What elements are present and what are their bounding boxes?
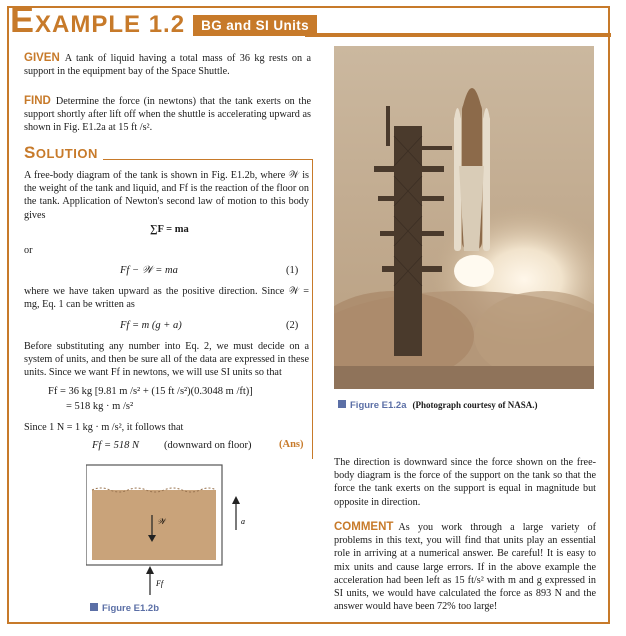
comment-paragraph bbox=[334, 521, 596, 613]
find-keyword: FIND bbox=[24, 95, 51, 107]
solution-intro: A free-body diagram of the tank is shown in Fig. E1.2b, where 𝒲 is the weight of the tank and liquid, and Ff is the reaction of the floor on the tank. Application of Newton's second law of motion to this body gives bbox=[24, 170, 309, 221]
since-paragraph: Since 1 N = 1 kg · m /s², it follows that bbox=[24, 422, 184, 433]
acceleration-label: a bbox=[241, 517, 245, 526]
equation-2-number: (2) bbox=[286, 320, 299, 331]
equation-1-number: (1) bbox=[286, 265, 299, 276]
solution-rule bbox=[103, 159, 313, 160]
caption-marker-icon bbox=[338, 400, 346, 408]
mid-paragraph: where we have taken upward as the positive direction. Since 𝒲 = mg, Eq. 1 can be written as bbox=[24, 286, 309, 311]
or-text: or bbox=[24, 245, 33, 256]
solution-side-rule bbox=[312, 159, 313, 459]
acceleration-arrowhead bbox=[232, 496, 240, 504]
newton-equation: ∑F = ma bbox=[150, 224, 189, 235]
given-keyword: GIVEN bbox=[24, 52, 60, 64]
weight-label: 𝒲 bbox=[157, 517, 166, 526]
header-rule bbox=[305, 33, 611, 37]
equation-3-line-2: = 518 kg · m /s² bbox=[66, 401, 134, 412]
tank-liquid bbox=[92, 490, 216, 560]
example-title: BG and SI Units bbox=[193, 15, 317, 36]
floor-force-label: Ff bbox=[156, 579, 164, 588]
before-paragraph: Before substituting any number into Eq. 2, we must decide on a system of units, and then be sure all of the data are expressed in these units. Since we want Ff in newtons, we will use SI units so that bbox=[24, 341, 309, 379]
result-equation: Ff = 518 N bbox=[92, 440, 140, 451]
result-note: (downward on floor) bbox=[164, 440, 252, 451]
shuttle-photo bbox=[334, 46, 594, 389]
find-paragraph bbox=[24, 95, 311, 135]
shuttle-launch-image bbox=[334, 46, 594, 389]
example-header bbox=[7, 0, 317, 40]
caption-marker-icon bbox=[90, 603, 98, 611]
comment-keyword: COMMENT bbox=[334, 521, 394, 533]
equation-2: Ff = m (g + a) bbox=[120, 320, 182, 331]
find-text: Determine the force (in newtons) that the tank exerts on the support shortly after lift off when the shuttle is accelerating upward as shown in Fig. E1.2a at 15 ft /s². bbox=[24, 96, 311, 134]
free-body-diagram bbox=[86, 460, 266, 598]
comment-text: As you work through a large variety of problems in this text, you will find that units play an essential role in arriving at a numerical answer. Be careful! It is easy to mix units and cause large errors. If in the above example the acceleration had been left as 15 ft/s² with m and g expressed in SI units, we would have calculated the force as 893 N and the answer would have been 72% too large! bbox=[334, 522, 596, 613]
equation-1: Ff − 𝒲 = ma bbox=[120, 265, 178, 276]
example-number: EXAMPLE 1.2 bbox=[10, 0, 186, 40]
given-text: A tank of liquid having a total mass of 36 kg rests on a support in the equipment bay of the Space Shuttle. bbox=[24, 53, 311, 78]
solution-heading: SOLUTION bbox=[24, 143, 98, 162]
figure-b-caption: Figure E1.2b bbox=[90, 603, 165, 614]
answer-tag: (Ans) bbox=[279, 439, 304, 450]
figure-a-caption: Figure E1.2a (Photograph courtesy of NASA.) bbox=[338, 400, 538, 411]
equation-3-line-1: Ff = 36 kg [9.81 m /s² + (15 ft /s²)(0.3048 m /ft)] bbox=[48, 386, 253, 397]
direction-paragraph: The direction is downward since the force shown on the free-body diagram is the force of the support on the tank so that the force the tank exerts on the support is equal in magnitude but opposite in direction. bbox=[334, 457, 596, 508]
given-paragraph bbox=[24, 52, 311, 78]
floor-force-arrowhead bbox=[146, 566, 154, 574]
